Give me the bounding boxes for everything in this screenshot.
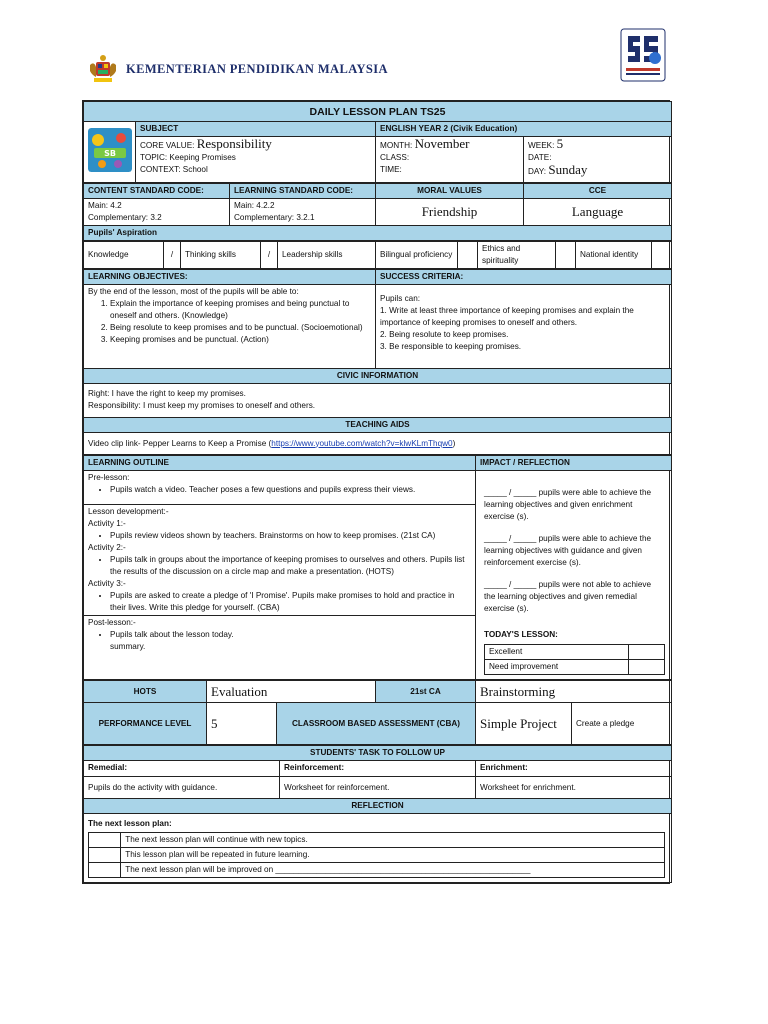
need-improvement-checkbox[interactable] — [629, 660, 665, 675]
bilingual-checkbox[interactable] — [458, 242, 478, 269]
aids-cell — [84, 433, 672, 455]
next-plan-option: The next lesson plan will continue with new topics. — [121, 833, 665, 848]
reinforcement-value: Worksheet for reinforcement. — [280, 777, 476, 799]
learning-main: Main: 4.2.2 — [234, 201, 275, 210]
moral-value: Friendship — [376, 199, 524, 226]
outline-cell — [84, 471, 476, 680]
impact-cell — [476, 471, 672, 680]
post-lesson-label: Post-lesson:- — [88, 618, 136, 627]
subject-value: ENGLISH YEAR 2 (Civik Education) — [376, 122, 672, 137]
subject-label: SUBJECT — [136, 122, 376, 137]
next-plan-option: The next lesson plan will be improved on ________________________________________________________ — [121, 863, 665, 878]
success-label: SUCCESS CRITERIA: — [376, 270, 672, 285]
ca-label: 21st CA — [376, 681, 476, 703]
post-lesson-item: • Pupils talk about the lesson today. summary. — [110, 629, 260, 653]
success-item: 3. Be responsible to keeping promises. — [380, 342, 522, 351]
ethics-checkbox[interactable] — [556, 242, 576, 269]
pre-lesson-list — [88, 484, 471, 496]
month-label: MONTH: — [380, 141, 413, 150]
aspiration-national: National identity — [576, 242, 652, 269]
aids-text: Video clip link- Pepper Learns to Keep a Promise ( — [88, 438, 272, 448]
activity2-label: Activity 2:- — [88, 543, 126, 552]
aspiration-label: Pupils' Aspiration — [84, 226, 672, 241]
development-label: Lesson development:- — [88, 507, 169, 516]
cba-value: Simple Project — [476, 703, 572, 745]
class-label: CLASS: — [380, 153, 410, 162]
objective-item: 3. Keeping promises and be punctual. (Action) — [110, 334, 371, 346]
reflection-label: REFLECTION — [84, 799, 672, 814]
cba-label: CLASSROOM BASED ASSESSMENT (CBA) — [277, 703, 476, 745]
cce-label: CCE — [524, 184, 672, 199]
month-cell — [376, 137, 524, 183]
todays-lesson-table — [484, 644, 665, 675]
date-label: DATE: — [528, 153, 552, 162]
impact-item: _____ / _____ pupils were not able to achieve the learning objectives and given remedial exercise (s). — [484, 580, 652, 613]
aspiration-thinking: Thinking skills — [181, 242, 261, 269]
objectives-intro: By the end of the lesson, most of the pupils will be able to: — [88, 287, 299, 296]
activity1-label: Activity 1:- — [88, 519, 126, 528]
civic-right: Right: I have the right to keep my promises. — [88, 389, 246, 398]
performance-value: 5 — [207, 703, 277, 745]
core-value-label: CORE VALUE: — [140, 141, 195, 150]
civic-label: CIVIC INFORMATION — [84, 369, 672, 384]
objectives-cell — [84, 285, 376, 369]
subject-thumbnail — [84, 122, 136, 183]
video-link[interactable]: https://www.youtube.com/watch?v=klwKLmThqw0 — [271, 438, 453, 448]
week-value: 5 — [556, 136, 564, 151]
activity2-item: • Pupils talk in groups about the importance of keeping promises to ourselves and others. Pupils list the results of the discussion on a circle map and make a presentation. (HOTS) — [110, 554, 471, 578]
thinking-checkbox[interactable]: / — [261, 242, 278, 269]
excellent-label: Excellent — [485, 645, 629, 660]
todays-lesson-label: TODAY'S LESSON: — [484, 630, 558, 639]
day-label: DAY: — [528, 167, 547, 176]
remedial-label: Remedial: — [84, 761, 280, 777]
context: CONTEXT: School — [140, 165, 208, 174]
pre-lesson-item: • Pupils watch a video. Teacher poses a few questions and pupils express their views. — [110, 484, 471, 496]
content-comp: Complementary: 3.2 — [88, 213, 162, 222]
outline-table — [83, 455, 672, 680]
knowledge-checkbox[interactable]: / — [164, 242, 181, 269]
activity1-list — [88, 530, 471, 542]
hots-value: Evaluation — [207, 681, 376, 703]
topic: TOPIC: Keeping Promises — [140, 153, 236, 162]
enrichment-label: Enrichment: — [476, 761, 672, 777]
next-plan-table — [88, 832, 665, 878]
impact-label: IMPACT / REFLECTION — [476, 456, 672, 471]
ts25-logo-icon — [620, 28, 666, 82]
malaysia-crest-icon — [88, 53, 118, 85]
reinforcement-label: Reinforcement: — [280, 761, 476, 777]
cce-value: Language — [524, 199, 672, 226]
development-block — [84, 505, 475, 616]
impact-item: _____ / _____ pupils were able to achieve the learning objectives with guidance and given reinforcement exercise (s). — [484, 534, 652, 567]
learning-standard-label: LEARNING STANDARD CODE: — [230, 184, 376, 199]
content-standard-cell — [84, 199, 230, 226]
impact-item: _____ / _____ pupils were able to achieve the learning objectives and given enrichment exercise (s). — [484, 488, 652, 521]
next-plan-checkbox[interactable] — [89, 848, 121, 863]
objective-item: 1. Explain the importance of keeping promises and being punctual to oneself and others. (Knowledge) — [110, 298, 371, 322]
followup-label: STUDENTS' TASK TO FOLLOW UP — [84, 746, 672, 761]
assessment-table — [83, 680, 672, 745]
national-checkbox[interactable] — [652, 242, 672, 269]
next-plan-label: The next lesson plan: — [88, 819, 172, 828]
success-item: 1. Write at least three importance of keeping promises and explain the importance of keeping promises to oneself and others. — [380, 306, 634, 327]
content-standard-label: CONTENT STANDARD CODE: — [84, 184, 230, 199]
objectives-label: LEARNING OBJECTIVES: — [84, 270, 376, 285]
activity3-item: • Pupils are asked to create a pledge of 'I Promise'. Pupils make promises to hold and practice in their lives. Write this pledge for yourself. (CBA) — [110, 590, 471, 614]
lesson-plan-sheet — [82, 100, 670, 884]
outline-label: LEARNING OUTLINE — [84, 456, 476, 471]
need-improvement-label: Need improvement — [485, 660, 629, 675]
ca-value: Brainstorming — [476, 681, 672, 703]
excellent-checkbox[interactable] — [629, 645, 665, 660]
success-item: 2. Being resolute to keep promises. — [380, 330, 509, 339]
header-table — [83, 101, 672, 183]
learning-standard-cell — [230, 199, 376, 226]
svg-text:SB: SB — [103, 149, 116, 158]
performance-label: PERFORMANCE LEVEL — [84, 703, 207, 745]
aids-close: ) — [452, 438, 456, 448]
plan-title: DAILY LESSON PLAN TS25 — [84, 102, 672, 122]
success-cell — [376, 285, 672, 369]
objective-item: 2. Being resolute to keep promises and to be punctual. (Socioemotional) — [110, 322, 371, 334]
content-main: Main: 4.2 — [88, 201, 122, 210]
aspiration-bilingual: Bilingual proficiency — [376, 242, 458, 269]
followup-table — [83, 745, 672, 883]
core-value-cell — [136, 137, 376, 183]
post-lesson-list — [88, 629, 471, 653]
activity3-list — [88, 590, 471, 614]
core-value: Responsibility — [196, 136, 272, 151]
english-book-icon — [88, 128, 132, 172]
hots-label: HOTS — [84, 681, 207, 703]
activity1-item: • Pupils review videos shown by teachers. Brainstorms on how to keep promises. (21st CA) — [110, 530, 471, 542]
ministry-name: KEMENTERIAN PENDIDIKAN MALAYSIA — [126, 61, 388, 76]
ministry-header — [88, 52, 388, 86]
post-lesson-block — [84, 616, 475, 660]
next-plan-checkbox[interactable] — [89, 863, 121, 878]
activity3-label: Activity 3:- — [88, 579, 126, 588]
success-intro: Pupils can: — [380, 294, 421, 303]
enrichment-value: Worksheet for enrichment. — [476, 777, 672, 799]
remedial-value: Pupils do the activity with guidance. — [84, 777, 280, 799]
objectives-list — [88, 298, 371, 346]
day-value: Sunday — [548, 162, 588, 177]
reflection-cell — [84, 814, 672, 883]
week-label: WEEK: — [528, 141, 555, 150]
aspiration-leadership: Leadership skills — [278, 242, 376, 269]
next-plan-checkbox[interactable] — [89, 833, 121, 848]
aspiration-knowledge: Knowledge — [84, 242, 164, 269]
pre-lesson-label: Pre-lesson: — [88, 473, 130, 482]
activity2-list — [88, 554, 471, 578]
month-value: November — [414, 136, 470, 151]
aids-label: TEACHING AIDS — [84, 418, 672, 433]
standards-table — [83, 183, 672, 241]
objectives-table — [83, 269, 672, 455]
civic-responsibility: Responsibility: I must keep my promises to oneself and others. — [88, 401, 316, 410]
aspirations-table — [83, 241, 672, 269]
cba-task: Create a pledge — [572, 703, 672, 745]
civic-cell — [84, 384, 672, 418]
week-cell — [524, 137, 672, 183]
next-plan-option: This lesson plan will be repeated in future learning. — [121, 848, 665, 863]
time-label: TIME: — [380, 165, 402, 174]
learning-comp: Complementary: 3.2.1 — [234, 213, 315, 222]
moral-values-label: MORAL VALUES — [376, 184, 524, 199]
aspiration-ethics: Ethics and spirituality — [478, 242, 556, 269]
pre-lesson-block — [84, 471, 475, 505]
